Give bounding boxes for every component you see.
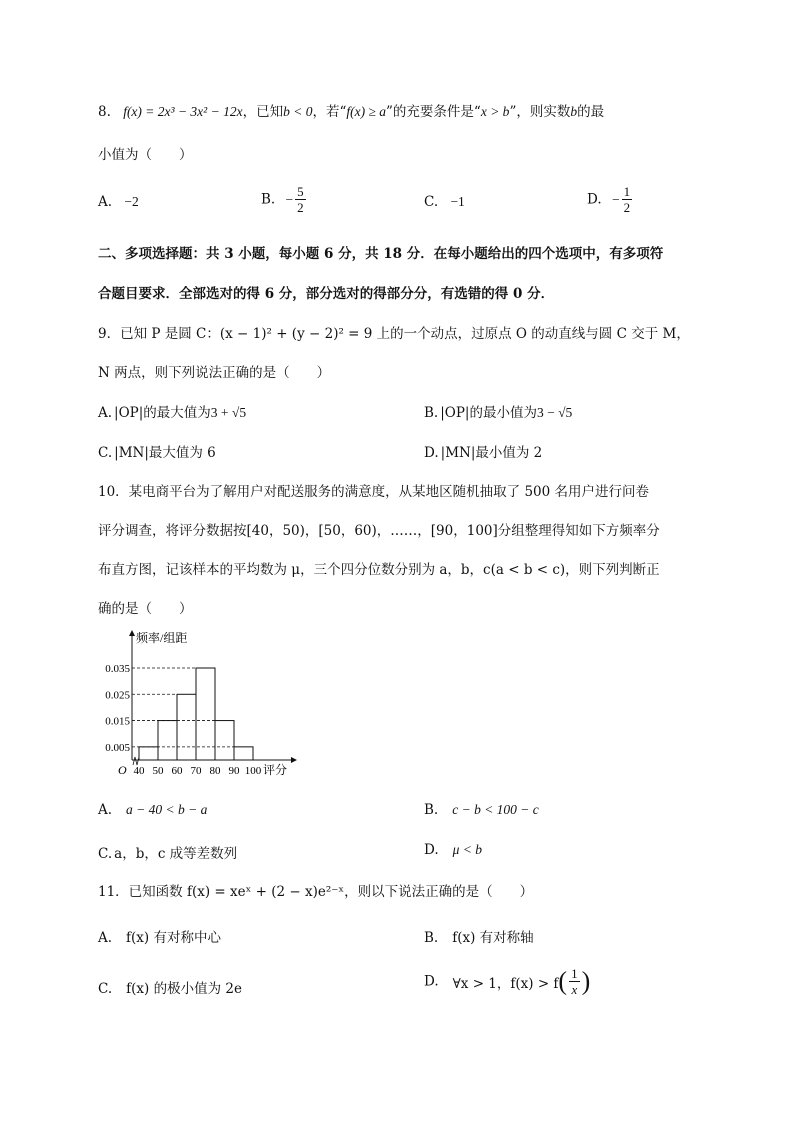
option-text: f(x) 有对称轴 (452, 930, 534, 946)
x-tick-label: 80 (209, 765, 221, 777)
option-label: C. (98, 981, 113, 997)
numerator: 5 (297, 184, 304, 199)
q10-option-b[interactable] (424, 802, 539, 818)
x-tick-label: 50 (152, 765, 164, 777)
section2-header-line1: 二、多项选择题：共 3 小题，每小题 6 分，共 18 分．在每小题给出的四个选项中，有多项符 (98, 246, 664, 262)
q8-text2: ，若“ (312, 104, 347, 120)
q8-option-c[interactable] (424, 194, 465, 210)
x-tick-label: 60 (171, 765, 183, 777)
q9-option-b[interactable] (424, 401, 572, 421)
x-tick-label: 90 (228, 765, 240, 777)
q8-number: 8. (98, 104, 111, 120)
q9-option-d[interactable] (424, 441, 542, 461)
denominator: 2 (623, 200, 631, 215)
option-text: |OP|的最大值为 (114, 405, 211, 421)
q8-option-d[interactable] (587, 184, 634, 215)
option-text: a − 40 < b − a (126, 802, 208, 817)
denominator: x (571, 982, 578, 997)
q8-cond: f(x) ≥ a (346, 104, 387, 119)
q10-line3: 布直方图，记该样本的平均数为 μ，三个四分位数分别为 a，b，c(a < b < c)，则下列判断正 (98, 562, 660, 578)
option-math: 3 + √5 (210, 405, 247, 420)
q11-option-a[interactable] (98, 926, 221, 946)
y-axis-label: 频率/组距 (136, 631, 188, 645)
q8-text: ，已知 (242, 104, 284, 120)
fraction (569, 966, 580, 997)
option-value: −2 (124, 194, 139, 209)
option-label: D. (424, 842, 439, 858)
x-axis-label: 评分 (263, 763, 288, 777)
q9-option-c[interactable] (98, 441, 216, 461)
q9-line1: 9．已知 P 是圆 C：(x − 1)² + (y − 2)² = 9 上的一个动点，过原点 O 的动直线与圆 C 交于 M， (98, 326, 690, 342)
q10-option-c[interactable] (98, 842, 237, 862)
option-label: D. (424, 445, 439, 461)
q8-cond-b: b < 0 (283, 104, 313, 119)
option-text: |MN|最大值为 6 (114, 445, 216, 461)
option-label: A. (98, 802, 113, 818)
denominator: 2 (297, 200, 304, 215)
y-tick-label: 0.025 (105, 689, 130, 702)
fraction (622, 184, 633, 215)
option-text: c − b < 100 − c (452, 802, 539, 817)
y-tick-label: 0.035 (105, 663, 130, 675)
section2-header-line2: 合题目要求．全部选对的得 6 分，部分选对的得部分分，有选错的得 0 分． (98, 286, 555, 302)
option-label: D. (424, 973, 439, 990)
paren-close: ) (581, 966, 591, 996)
option-label: B. (261, 191, 276, 208)
option-label: C. (98, 445, 113, 461)
option-text: f(x) 的极小值为 2e (126, 981, 242, 997)
q10-line4: 确的是（ ） (98, 601, 193, 617)
histogram-bar (139, 747, 158, 760)
histogram-bar (234, 747, 253, 760)
x-tick-label: 40 (133, 765, 145, 777)
y-tick-label: 0.005 (105, 741, 130, 754)
q11-option-b[interactable] (424, 926, 534, 946)
histogram-bar (158, 721, 177, 760)
option-label: B. (424, 405, 439, 421)
option-text: ∀x > 1，f(x) > f (452, 975, 559, 992)
q8-line1 (98, 100, 604, 120)
q10-line1: 10．某电商平台为了解用户对配送服务的满意度，从某地区随机抽取了 500 名用户进行问卷 (98, 484, 650, 500)
origin-label: O (118, 763, 127, 777)
option-text: f(x) 有对称中心 (126, 930, 221, 946)
option-math: 3 − √5 (536, 405, 573, 420)
q9-option-a[interactable] (98, 401, 246, 421)
axis-break-mark (133, 757, 139, 765)
paren-open: ( (558, 966, 568, 996)
y-tick-label: 0.015 (105, 715, 130, 728)
histogram-bar (196, 668, 215, 760)
option-label: A. (98, 194, 113, 210)
q11-option-c[interactable] (98, 977, 242, 997)
fraction (295, 184, 306, 215)
option-label: B. (424, 930, 439, 946)
q8-option-b[interactable] (261, 184, 308, 215)
q11-line1: 11．已知函数 f(x) = xeˣ + (2 − x)e²⁻ˣ，则以下说法正确的是（ ） (98, 884, 534, 900)
q8-text4: ”，则实数 (509, 104, 571, 120)
q8-text5: 的最 (577, 104, 605, 120)
numerator: 1 (571, 966, 578, 981)
x-tick-label: 70 (190, 765, 202, 777)
option-label: A. (98, 930, 113, 946)
option-text: |MN|最小值为 2 (440, 445, 543, 461)
histogram-bar (177, 694, 196, 760)
x-axis-arrow (291, 757, 297, 763)
q8-function: f(x) = 2x³ − 3x² − 12x (123, 104, 243, 119)
option-label: B. (424, 802, 439, 818)
option-value: −1 (450, 194, 465, 209)
x-tick-label: 100 (244, 765, 262, 777)
option-label: D. (587, 191, 602, 208)
q8-cond2: x > b (480, 104, 510, 119)
q10-option-a[interactable] (98, 802, 207, 818)
option-label: A. (98, 405, 113, 421)
histogram-bar (215, 721, 234, 760)
frequency-histogram (96, 628, 306, 783)
option-sign: − (611, 191, 620, 207)
q9-line2: N 两点，则下列说法正确的是（ ） (98, 365, 331, 381)
option-text: a，b，c 成等差数列 (114, 846, 238, 862)
q11-option-d[interactable] (424, 966, 590, 997)
option-text: |OP|的最小值为 (440, 405, 537, 421)
numerator: 1 (623, 184, 631, 199)
q8-var: b (570, 104, 578, 119)
q10-option-d[interactable] (424, 842, 482, 858)
q8-text3: ”的充要条件是“ (386, 104, 481, 120)
option-label: C. (98, 846, 113, 862)
option-text: μ < b (452, 842, 483, 857)
q10-line2: 评分调查，将评分数据按[40，50)，[50，60)，……，[90，100]分组整理得知如下方频率分 (98, 523, 660, 539)
q8-option-a[interactable] (98, 194, 139, 210)
option-sign: − (285, 191, 294, 207)
option-label: C. (424, 194, 439, 210)
y-axis-arrow (129, 630, 135, 636)
q8-line2: 小值为（ ） (98, 147, 193, 163)
